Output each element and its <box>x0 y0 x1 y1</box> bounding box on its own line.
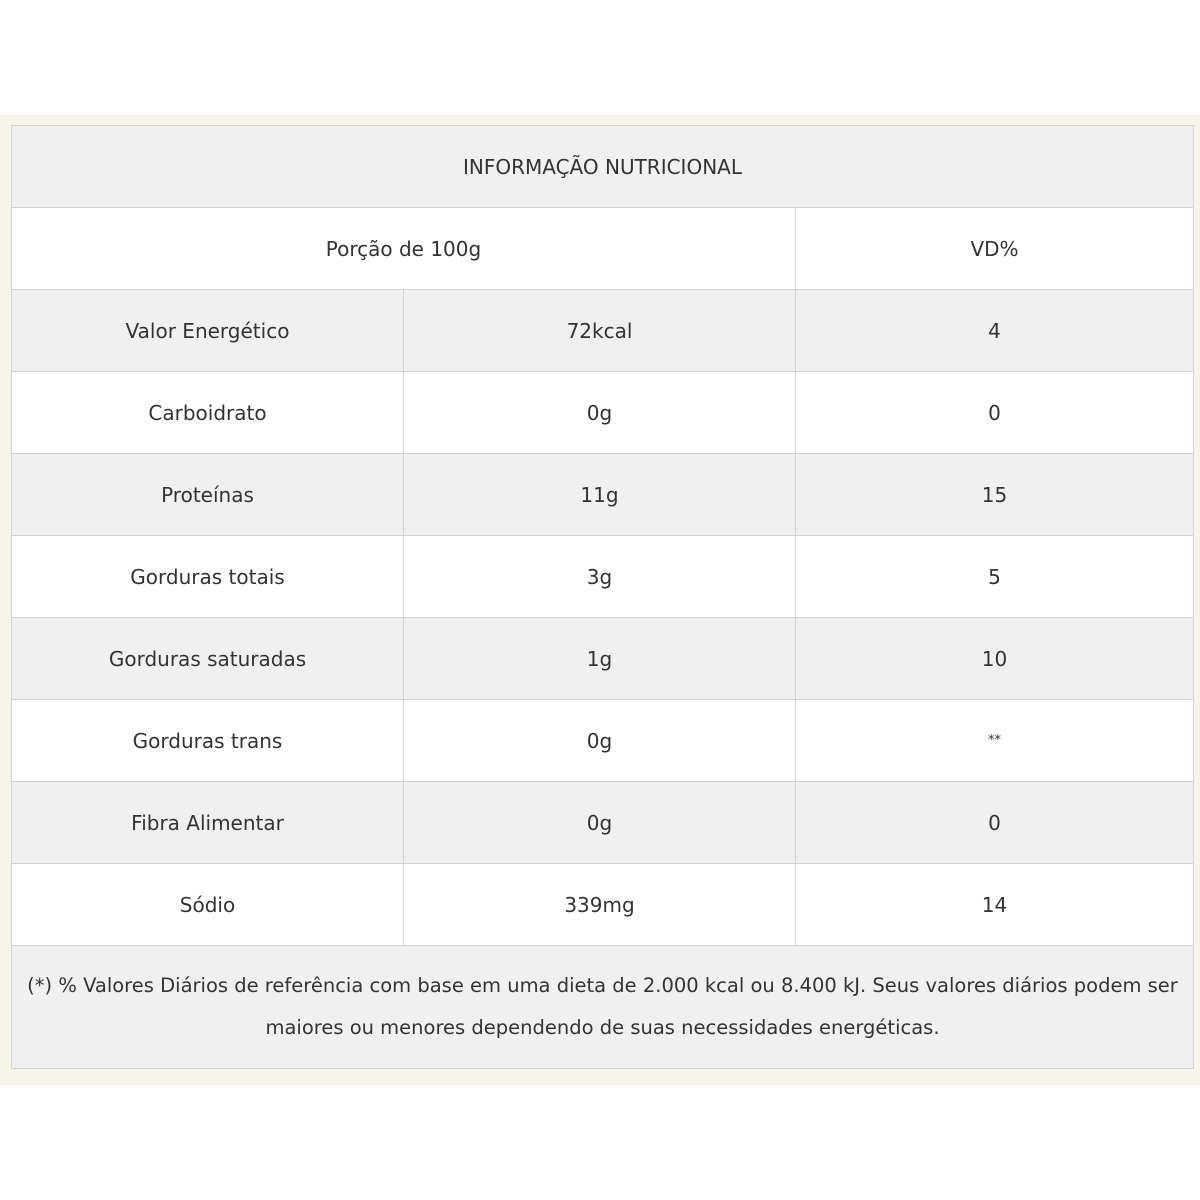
nutrition-table <box>11 125 1194 1069</box>
nutrient-vd: ** <box>796 700 1194 782</box>
nutrient-name: Gorduras trans <box>12 700 404 782</box>
nutrient-vd: 15 <box>796 454 1194 536</box>
nutrient-amount: 72kcal <box>404 290 796 372</box>
table-row <box>12 618 1194 700</box>
table-title-row <box>12 126 1194 208</box>
nutrient-name: Proteínas <box>12 454 404 536</box>
vd-header: VD% <box>796 208 1194 290</box>
nutrient-amount: 0g <box>404 700 796 782</box>
table-row <box>12 536 1194 618</box>
nutrient-vd: 4 <box>796 290 1194 372</box>
nutrient-name: Fibra Alimentar <box>12 782 404 864</box>
nutrient-name: Carboidrato <box>12 372 404 454</box>
nutrient-amount: 0g <box>404 372 796 454</box>
nutrient-vd: 14 <box>796 864 1194 946</box>
nutrient-amount: 1g <box>404 618 796 700</box>
nutrient-amount: 3g <box>404 536 796 618</box>
portion-header: Porção de 100g <box>12 208 796 290</box>
nutrient-vd: 0 <box>796 372 1194 454</box>
footnote-row <box>12 946 1194 1069</box>
nutrient-vd: 10 <box>796 618 1194 700</box>
table-row <box>12 700 1194 782</box>
nutrient-vd: 0 <box>796 782 1194 864</box>
nutrient-amount: 0g <box>404 782 796 864</box>
nutrient-amount: 11g <box>404 454 796 536</box>
nutrient-amount: 339mg <box>404 864 796 946</box>
table-row <box>12 782 1194 864</box>
nutrient-name: Gorduras saturadas <box>12 618 404 700</box>
table-title: INFORMAÇÃO NUTRICIONAL <box>12 126 1194 208</box>
footnote: (*) % Valores Diários de referência com base em uma dieta de 2.000 kcal ou 8.400 kJ. Seus valores diários podem ser maiores ou menores dependendo de suas necessidades energéticas. <box>12 946 1194 1069</box>
table-row <box>12 372 1194 454</box>
table-row <box>12 864 1194 946</box>
nutrient-vd: 5 <box>796 536 1194 618</box>
nutrient-name: Gorduras totais <box>12 536 404 618</box>
nutrient-name: Sódio <box>12 864 404 946</box>
table-header-row <box>12 208 1194 290</box>
nutrient-name: Valor Energético <box>12 290 404 372</box>
table-row <box>12 290 1194 372</box>
table-row <box>12 454 1194 536</box>
